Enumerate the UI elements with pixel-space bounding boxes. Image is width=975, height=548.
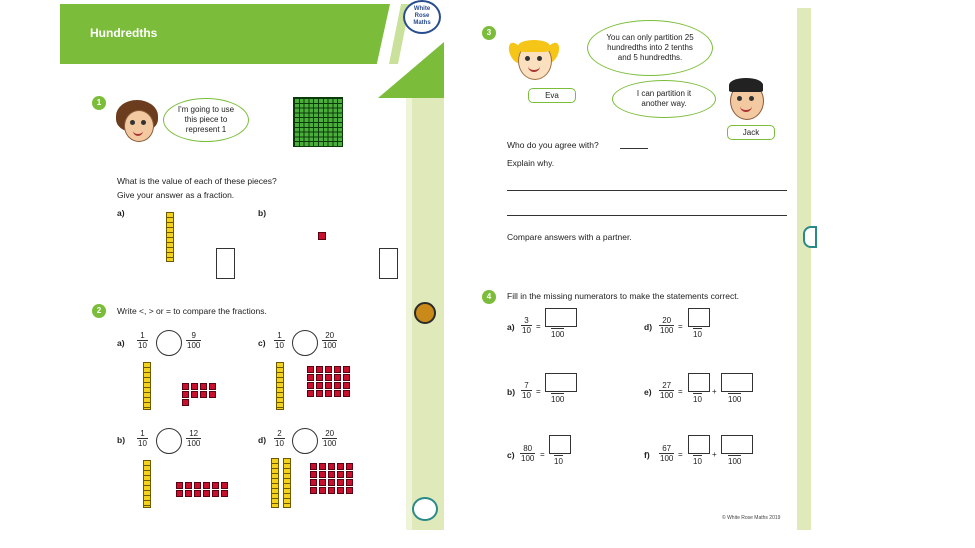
- hundredth-cube: [203, 482, 210, 489]
- q2b-compare-circle[interactable]: [156, 428, 182, 454]
- q4b-label: b): [507, 387, 516, 397]
- q4f-numerator-box-2[interactable]: [721, 435, 753, 454]
- q4f-den: 100: [660, 454, 674, 463]
- q2c-left-num: 1: [277, 331, 282, 340]
- logo-line3: Maths: [413, 20, 431, 26]
- hundredth-cube: [337, 463, 344, 470]
- q4b-fraction: [521, 382, 532, 400]
- q2b-tens-rod: [143, 460, 151, 508]
- q4b-numerator-box[interactable]: [545, 373, 577, 392]
- q2b-left-den: 10: [138, 439, 147, 448]
- hundredth-cube: [212, 490, 219, 497]
- q4-instruction: Fill in the missing numerators to make the statements correct.: [507, 291, 739, 301]
- hundredth-cube: [221, 482, 228, 489]
- q4c-numerator-box[interactable]: [549, 435, 571, 454]
- hundredth-cube: [200, 383, 207, 390]
- right-sidebar: [797, 8, 811, 530]
- hundredth-cube: [316, 374, 323, 381]
- q4e-box-den-2: 100: [728, 395, 742, 404]
- left-page: [60, 0, 445, 530]
- girl-avatar-icon: [116, 100, 158, 144]
- q1a-answer-box[interactable]: [216, 248, 235, 279]
- q2-instruction: Write <, > or = to compare the fractions.: [117, 306, 267, 316]
- q4c-den: 100: [521, 454, 535, 463]
- q4-number: 4: [482, 290, 496, 304]
- hundredth-cube: [346, 463, 353, 470]
- q2d-right-num: 20: [325, 429, 335, 438]
- q4b-equals: =: [536, 387, 541, 396]
- hundredth-cube: [319, 471, 326, 478]
- q4e-plus: +: [712, 387, 717, 396]
- hundredth-cube: [334, 390, 341, 397]
- q1-hundredth-cube: [318, 232, 326, 240]
- q4c-label: c): [507, 450, 515, 460]
- q3-explain: Explain why.: [507, 158, 555, 168]
- q1-number: 1: [92, 96, 106, 110]
- q2c-right-num: 20: [325, 331, 335, 340]
- hundredth-cube: [182, 391, 189, 398]
- q2d-tens-rod-2: [283, 458, 291, 508]
- hundredth-cube: [307, 390, 314, 397]
- hundredth-cube: [212, 482, 219, 489]
- q1-label-b: b): [258, 208, 267, 218]
- q2c-label: c): [258, 338, 266, 348]
- q2-number: 2: [92, 304, 106, 318]
- q2a-right-num: 9: [191, 331, 196, 340]
- q2a-right-den: 100: [187, 341, 201, 350]
- q4f-fraction: [659, 445, 674, 463]
- hundredth-cube: [307, 382, 314, 389]
- q2a-tens-rod: [143, 362, 151, 410]
- hundredth-cube: [346, 487, 353, 494]
- q2c-left-den: 10: [275, 341, 284, 350]
- q4f-label: f): [644, 450, 650, 460]
- hundredth-cube: [337, 487, 344, 494]
- hundredth-cube: [194, 482, 201, 489]
- q2c-right-den: 100: [323, 341, 337, 350]
- q1-instruction-2: Give your answer as a fraction.: [117, 190, 235, 200]
- hundredth-cube: [325, 390, 332, 397]
- q3-explain-line-1[interactable]: [507, 190, 787, 191]
- q2d-compare-circle[interactable]: [292, 428, 318, 454]
- white-rose-logo: [403, 0, 441, 34]
- q4f-numerator-box-1[interactable]: [688, 435, 710, 454]
- q3-explain-line-2[interactable]: [507, 215, 787, 216]
- hundredth-cube: [191, 391, 198, 398]
- q4f-equals: =: [678, 450, 683, 459]
- hundredth-cube: [343, 390, 350, 397]
- q2a-label: a): [117, 338, 125, 348]
- eva-speech-bubble: You can only partition 25 hundredths into 2 tenths and 5 hundredths.: [587, 20, 713, 76]
- q1-speech-bubble: I'm going to use this piece to represent 1: [163, 98, 249, 142]
- q2a-left-den: 10: [138, 341, 147, 350]
- hundredth-cube: [310, 463, 317, 470]
- q4a-numerator-box[interactable]: [545, 308, 577, 327]
- eva-name-tag: Eva: [528, 88, 576, 103]
- hundredth-cube: [203, 490, 210, 497]
- hundredth-cube: [209, 383, 216, 390]
- q2b-right-fraction: [186, 430, 201, 448]
- hundredth-cube: [343, 382, 350, 389]
- q2d-hundredths: [310, 463, 358, 494]
- eva-avatar-icon: [510, 36, 558, 82]
- q2d-left-den: 10: [275, 439, 284, 448]
- hundredth-cube: [310, 487, 317, 494]
- q4b-num: 7: [524, 381, 529, 390]
- hundredth-cube: [176, 490, 183, 497]
- hundredth-cube: [185, 482, 192, 489]
- q4c-num: 80: [523, 444, 533, 453]
- q4f-num: 67: [662, 444, 672, 453]
- hundredth-cube: [319, 487, 326, 494]
- hundredth-cube: [325, 374, 332, 381]
- hundredth-cube: [182, 383, 189, 390]
- q2d-right-den: 100: [323, 439, 337, 448]
- q2c-tens-rod: [276, 362, 284, 410]
- q4d-fraction: [659, 317, 674, 335]
- q2c-hundredths: [307, 366, 355, 397]
- q2b-label: b): [117, 435, 126, 445]
- hundredth-cube: [325, 366, 332, 373]
- q4a-den: 10: [522, 326, 531, 335]
- q2d-right-fraction: [322, 430, 337, 448]
- hundredth-cube: [346, 471, 353, 478]
- logo-line1: White: [413, 6, 431, 12]
- hundredth-cube: [316, 390, 323, 397]
- hundredth-cube: [310, 479, 317, 486]
- hundredth-cube: [346, 479, 353, 486]
- hundred-square: [293, 97, 343, 147]
- hundredth-cube: [337, 471, 344, 478]
- q4b-den: 10: [522, 391, 531, 400]
- q4e-label: e): [644, 387, 652, 397]
- hundredth-cube: [334, 382, 341, 389]
- hundredth-cube: [328, 479, 335, 486]
- corner-triangle: [378, 42, 444, 98]
- q4d-label: d): [644, 322, 653, 332]
- hundredth-cube: [185, 490, 192, 497]
- q3-question: Who do you agree with?: [507, 140, 599, 150]
- q4c-equals: =: [540, 450, 545, 459]
- q4f-box-den-2: 100: [728, 457, 742, 466]
- jack-speech-bubble: I can partition it another way.: [612, 80, 716, 118]
- q2a-compare-circle[interactable]: [156, 330, 182, 356]
- q2a-left-fraction: [137, 332, 148, 350]
- q4e-box-den-1: 10: [693, 395, 702, 404]
- hundredth-cube: [182, 399, 189, 406]
- q2b-right-den: 100: [187, 439, 201, 448]
- hundredth-cube: [343, 366, 350, 373]
- q1b-answer-box[interactable]: [379, 248, 398, 279]
- q2b-left-num: 1: [140, 429, 145, 438]
- q4f-plus: +: [712, 450, 717, 459]
- q4a-label: a): [507, 322, 515, 332]
- hundredth-cube: [337, 479, 344, 486]
- q4d-numerator-box[interactable]: [688, 308, 710, 327]
- hundredth-cube: [319, 479, 326, 486]
- q4b-box-den: 100: [551, 395, 565, 404]
- hundredth-cube: [316, 382, 323, 389]
- q4d-den: 100: [660, 326, 674, 335]
- q4e-num: 27: [662, 381, 672, 390]
- q4f-box-den-1: 10: [693, 457, 702, 466]
- q3-agree-answer-line[interactable]: [620, 148, 648, 149]
- speech-icon: [412, 497, 438, 521]
- q4a-num: 3: [524, 316, 529, 325]
- q2c-right-fraction: [322, 332, 337, 350]
- hundredth-cube: [316, 366, 323, 373]
- sidebar-strip: [406, 98, 412, 530]
- hundredth-cube: [307, 366, 314, 373]
- q4d-num: 20: [662, 316, 672, 325]
- jack-name-tag: Jack: [727, 125, 775, 140]
- q1-instruction-1: What is the value of each of these pieces?: [117, 176, 277, 186]
- hundredth-cube: [209, 391, 216, 398]
- q4d-box-den: 10: [693, 330, 702, 339]
- hundredth-cube: [221, 490, 228, 497]
- hundredth-cube: [307, 374, 314, 381]
- q4e-den: 100: [660, 391, 674, 400]
- hundredth-cube: [325, 382, 332, 389]
- page-title: Hundredths: [90, 26, 158, 40]
- q2a-hundredths: [182, 383, 216, 406]
- q3-compare: Compare answers with a partner.: [507, 232, 632, 242]
- hundredth-cube: [191, 383, 198, 390]
- hundredth-cube: [334, 374, 341, 381]
- hundredth-cube: [310, 471, 317, 478]
- q2d-tens-rod-1: [271, 458, 279, 508]
- copyright: © White Rose Maths 2019: [722, 515, 781, 521]
- q4e-numerator-box-1[interactable]: [688, 373, 710, 392]
- q4c-box-den: 10: [554, 457, 563, 466]
- q4a-box-den: 100: [551, 330, 565, 339]
- q2a-left-num: 1: [140, 331, 145, 340]
- hundredth-cube: [343, 374, 350, 381]
- right-page: [470, 0, 815, 530]
- q2d-left-fraction: [274, 430, 285, 448]
- right-tab-icon: [803, 226, 817, 248]
- logo-line2: Rose: [414, 13, 430, 19]
- hundredth-cube: [319, 463, 326, 470]
- q1-label-a: a): [117, 208, 125, 218]
- q4e-numerator-box-2[interactable]: [721, 373, 753, 392]
- q4a-fraction: [521, 317, 532, 335]
- q4e-equals: =: [678, 387, 683, 396]
- q4a-equals: =: [536, 322, 541, 331]
- q2d-label: d): [258, 435, 267, 445]
- q3-number: 3: [482, 26, 496, 40]
- owl-icon: [414, 302, 436, 324]
- hundredth-cube: [334, 366, 341, 373]
- q4c-fraction: [520, 445, 535, 463]
- q2a-right-fraction: [186, 332, 201, 350]
- jack-avatar-icon: [726, 78, 766, 122]
- hundredth-cube: [194, 490, 201, 497]
- q2c-compare-circle[interactable]: [292, 330, 318, 356]
- q4e-fraction: [659, 382, 674, 400]
- q2b-right-num: 12: [189, 429, 199, 438]
- hundredth-cube: [328, 471, 335, 478]
- q4d-equals: =: [678, 322, 683, 331]
- hundredth-cube: [200, 391, 207, 398]
- q2b-left-fraction: [137, 430, 148, 448]
- q2c-left-fraction: [274, 332, 285, 350]
- q1-tens-rod: [166, 212, 174, 262]
- hundredth-cube: [328, 487, 335, 494]
- hundredth-cube: [328, 463, 335, 470]
- hundredth-cube: [176, 482, 183, 489]
- q2b-hundredths: [176, 482, 224, 497]
- q2d-left-num: 2: [277, 429, 282, 438]
